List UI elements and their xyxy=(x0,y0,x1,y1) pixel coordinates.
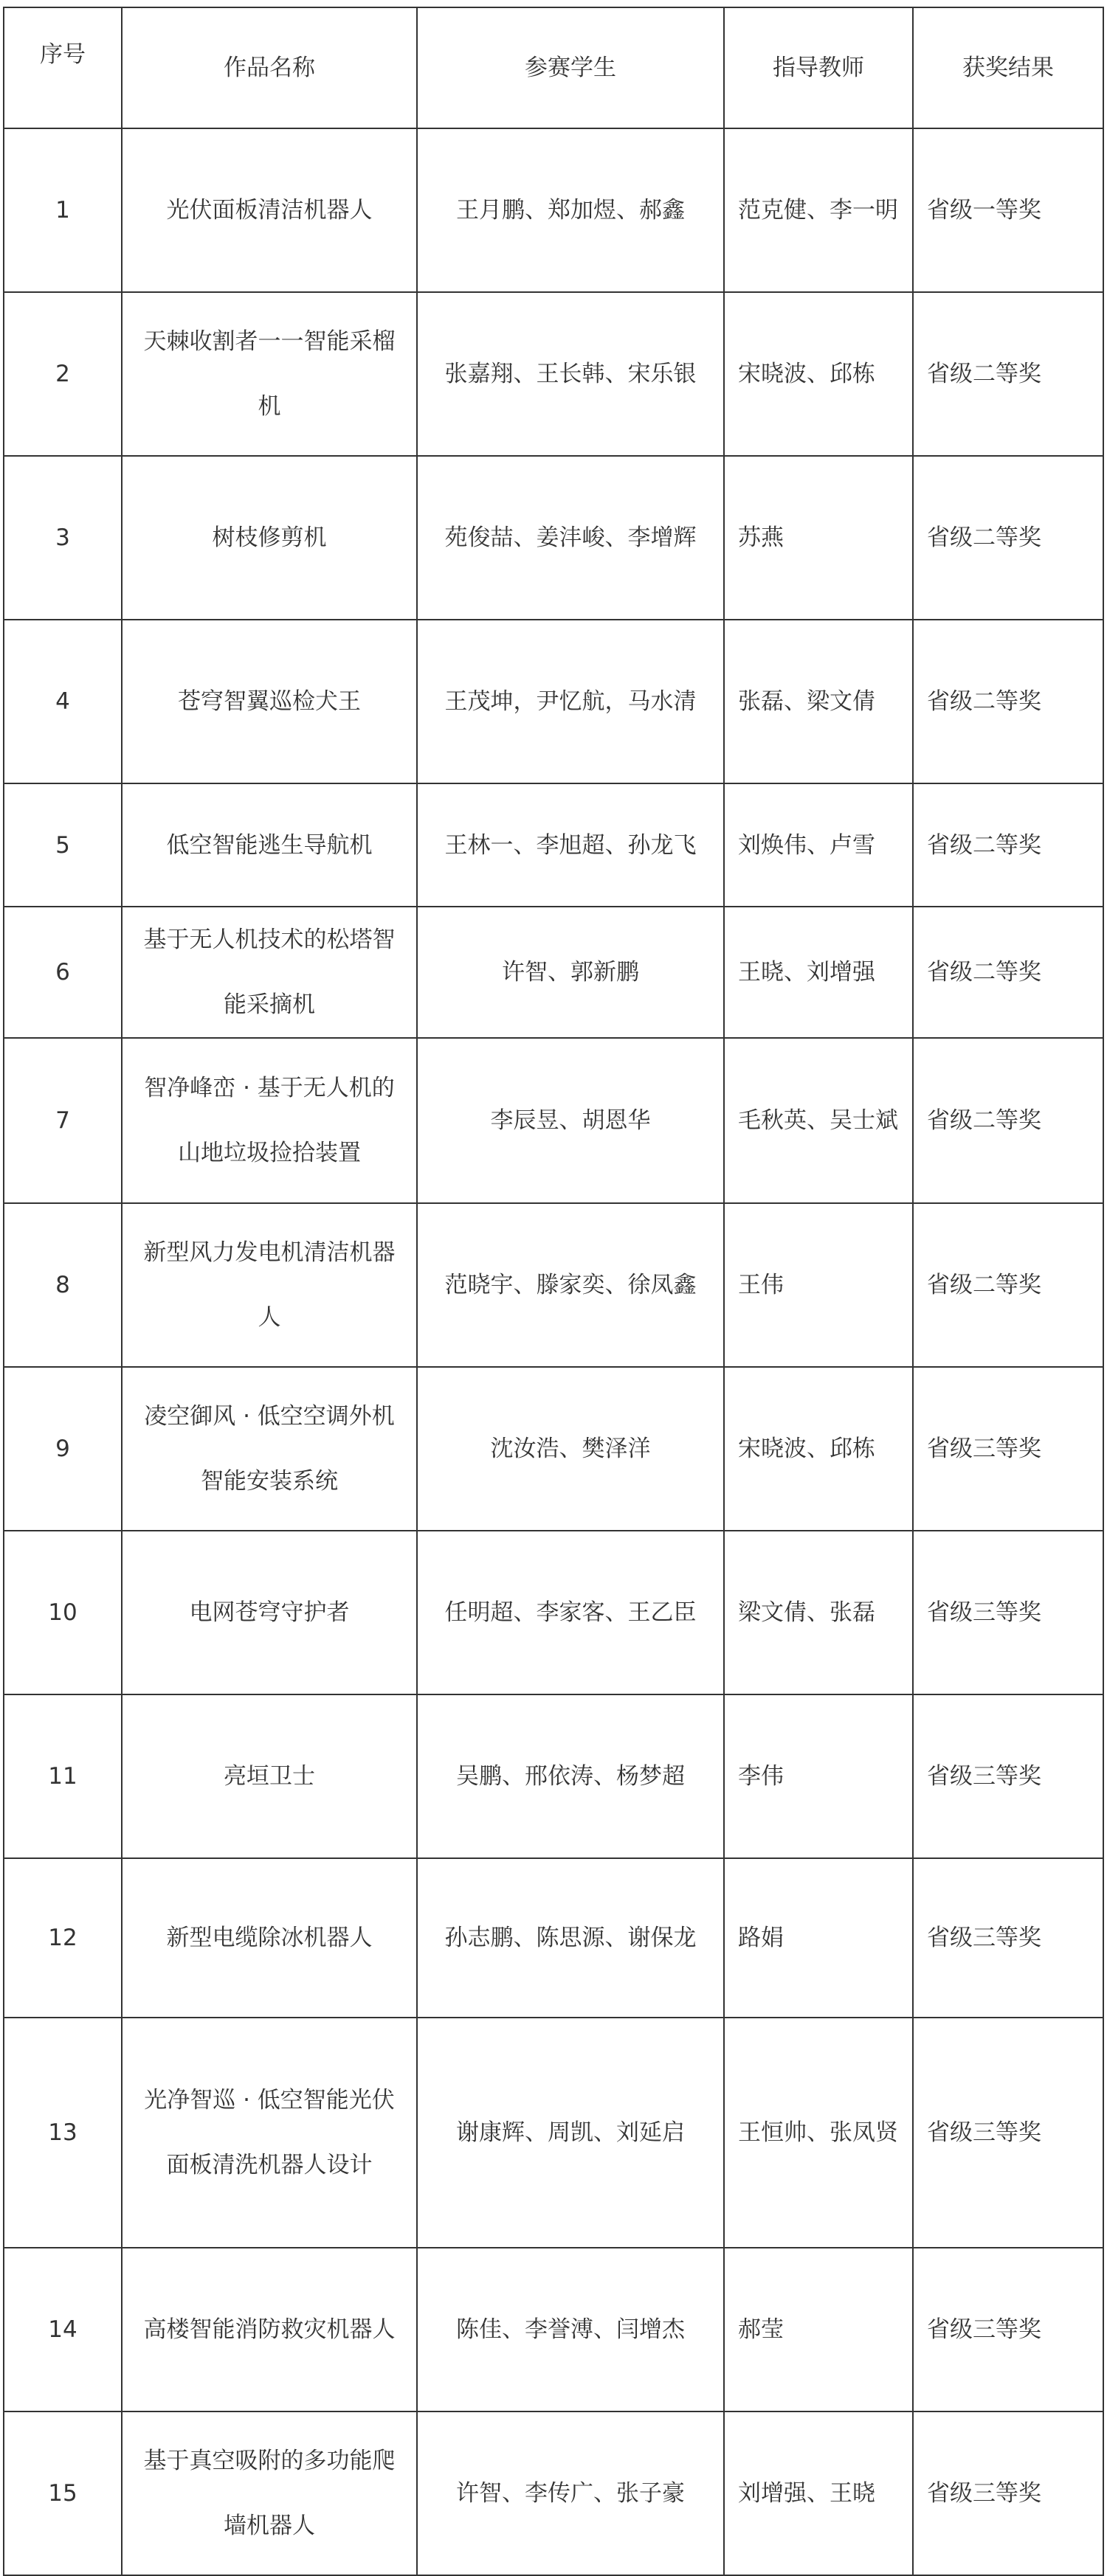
cell-no: 7 xyxy=(4,1038,122,1203)
cell-no: 6 xyxy=(4,907,122,1038)
cell-result: 省级三等奖 xyxy=(913,1694,1103,1858)
cell-teacher: 苏燕 xyxy=(724,456,913,620)
cell-teacher: 王恒帅、张凤贤 xyxy=(724,2018,913,2248)
cell-result: 省级二等奖 xyxy=(913,1203,1103,1367)
cell-work-name: 智净峰峦 · 基于无人机的山地垃圾捡拾装置 xyxy=(122,1038,417,1203)
header-students: 参赛学生 xyxy=(417,7,724,128)
cell-work-name: 高楼智能消防救灾机器人 xyxy=(122,2248,417,2411)
cell-students: 王林一、李旭超、孙龙飞 xyxy=(417,783,724,907)
cell-teacher: 王伟 xyxy=(724,1203,913,1367)
cell-teacher: 刘增强、王晓 xyxy=(724,2411,913,2575)
table-row xyxy=(4,620,1103,783)
cell-students: 吴鹏、邢依涛、杨梦超 xyxy=(417,1694,724,1858)
cell-work-name: 亮垣卫士 xyxy=(122,1694,417,1858)
cell-students: 沈汝浩、樊泽洋 xyxy=(417,1367,724,1531)
cell-teacher: 梁文倩、张磊 xyxy=(724,1531,913,1694)
table-row xyxy=(4,1038,1103,1203)
cell-work-name: 凌空御风 · 低空空调外机智能安装系统 xyxy=(122,1367,417,1531)
cell-result: 省级二等奖 xyxy=(913,907,1103,1038)
cell-students: 苑俊喆、姜沣峻、李增辉 xyxy=(417,456,724,620)
table-row xyxy=(4,2411,1103,2575)
cell-result: 省级二等奖 xyxy=(913,783,1103,907)
cell-students: 张嘉翔、王长韩、宋乐银 xyxy=(417,292,724,456)
header-result: 获奖结果 xyxy=(913,7,1103,128)
header-no xyxy=(4,7,122,128)
award-table xyxy=(3,7,1104,2576)
cell-no: 9 xyxy=(4,1367,122,1531)
cell-work-name: 基于真空吸附的多功能爬墙机器人 xyxy=(122,2411,417,2575)
table-row xyxy=(4,907,1103,1038)
cell-students: 许智、李传广、张子豪 xyxy=(417,2411,724,2575)
cell-students: 任明超、李家客、王乙臣 xyxy=(417,1531,724,1694)
header-name: 作品名称 xyxy=(122,7,417,128)
cell-teacher: 毛秋英、吴士斌 xyxy=(724,1038,913,1203)
cell-work-name: 电网苍穹守护者 xyxy=(122,1531,417,1694)
cell-result: 省级二等奖 xyxy=(913,456,1103,620)
cell-teacher: 王晓、刘增强 xyxy=(724,907,913,1038)
cell-no: 13 xyxy=(4,2018,122,2248)
cell-work-name: 树枝修剪机 xyxy=(122,456,417,620)
cell-work-name: 光伏面板清洁机器人 xyxy=(122,128,417,292)
table-row xyxy=(4,456,1103,620)
table-row xyxy=(4,2248,1103,2411)
header-teacher: 指导教师 xyxy=(724,7,913,128)
table-row xyxy=(4,1531,1103,1694)
cell-result: 省级三等奖 xyxy=(913,1858,1103,2018)
cell-no: 1 xyxy=(4,128,122,292)
table-row xyxy=(4,1694,1103,1858)
cell-result: 省级三等奖 xyxy=(913,2248,1103,2411)
cell-students: 孙志鹏、陈思源、谢保龙 xyxy=(417,1858,724,2018)
cell-students: 范晓宇、滕家奕、徐凤鑫 xyxy=(417,1203,724,1367)
table-row xyxy=(4,292,1103,456)
cell-no: 15 xyxy=(4,2411,122,2575)
cell-work-name: 光净智巡 · 低空智能光伏面板清洗机器人设计 xyxy=(122,2018,417,2248)
cell-work-name: 天棘收割者一一智能采榴机 xyxy=(122,292,417,456)
table-row xyxy=(4,1203,1103,1367)
cell-students: 李辰昱、胡恩华 xyxy=(417,1038,724,1203)
cell-result: 省级三等奖 xyxy=(913,2411,1103,2575)
cell-teacher: 刘焕伟、卢雪 xyxy=(724,783,913,907)
table-row xyxy=(4,128,1103,292)
cell-students: 王茂坤，尹忆航，马水清 xyxy=(417,620,724,783)
cell-result: 省级三等奖 xyxy=(913,1367,1103,1531)
cell-result: 省级二等奖 xyxy=(913,292,1103,456)
cell-work-name: 苍穹智翼巡检犬王 xyxy=(122,620,417,783)
cell-teacher: 宋晓波、邱栋 xyxy=(724,1367,913,1531)
table-header-row xyxy=(4,7,1103,128)
table-row xyxy=(4,1367,1103,1531)
cell-teacher: 张磊、梁文倩 xyxy=(724,620,913,783)
cell-work-name: 新型风力发电机清洁机器人 xyxy=(122,1203,417,1367)
cell-no: 5 xyxy=(4,783,122,907)
table-row xyxy=(4,2018,1103,2248)
table-body xyxy=(4,7,1103,2575)
cell-students: 谢康辉、周凯、刘延启 xyxy=(417,2018,724,2248)
cell-no: 12 xyxy=(4,1858,122,2018)
cell-result: 省级二等奖 xyxy=(913,1038,1103,1203)
cell-teacher: 郝莹 xyxy=(724,2248,913,2411)
cell-result: 省级三等奖 xyxy=(913,1531,1103,1694)
cell-work-name: 低空智能逃生导航机 xyxy=(122,783,417,907)
cell-no: 4 xyxy=(4,620,122,783)
cell-students: 许智、郭新鹏 xyxy=(417,907,724,1038)
table-row xyxy=(4,1858,1103,2018)
cell-no: 2 xyxy=(4,292,122,456)
cell-no: 8 xyxy=(4,1203,122,1367)
cell-work-name: 基于无人机技术的松塔智能采摘机 xyxy=(122,907,417,1038)
cell-teacher: 路娟 xyxy=(724,1858,913,2018)
cell-work-name: 新型电缆除冰机器人 xyxy=(122,1858,417,2018)
cell-result: 省级三等奖 xyxy=(913,2018,1103,2248)
cell-teacher: 李伟 xyxy=(724,1694,913,1858)
cell-no: 10 xyxy=(4,1531,122,1694)
cell-result: 省级二等奖 xyxy=(913,620,1103,783)
table-row xyxy=(4,783,1103,907)
cell-students: 陈佳、李誉溥、闫增杰 xyxy=(417,2248,724,2411)
cell-no: 11 xyxy=(4,1694,122,1858)
header-no-label: 序号 xyxy=(40,41,86,68)
cell-result: 省级一等奖 xyxy=(913,128,1103,292)
cell-students: 王月鹏、郑加煜、郝鑫 xyxy=(417,128,724,292)
cell-no: 14 xyxy=(4,2248,122,2411)
cell-teacher: 范克健、李一明 xyxy=(724,128,913,292)
cell-teacher: 宋晓波、邱栋 xyxy=(724,292,913,456)
cell-no: 3 xyxy=(4,456,122,620)
